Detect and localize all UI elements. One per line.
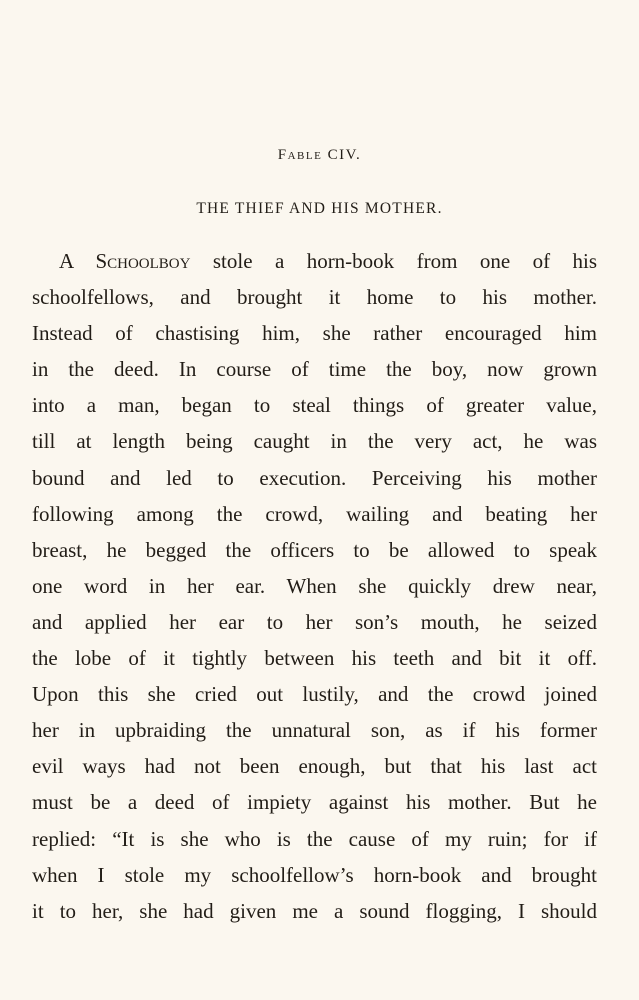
text-line: one word in her ear. When she quickly drew near,: [32, 573, 597, 598]
text-line: and applied her ear to her son’s mouth, he seized: [32, 609, 597, 634]
text-line: her in upbraiding the unnatural son, as if his former: [32, 718, 597, 743]
text-line: till at length being caught in the very act, he was: [32, 429, 597, 454]
first-word: A: [59, 249, 74, 273]
text-line: must be a deed of impiety against his mother. But he: [32, 790, 597, 815]
fable-number: Fable CIV.: [277, 147, 362, 163]
text-line: Instead of chastising him, she rather encouraged him: [32, 321, 597, 346]
text-line: [32, 243, 597, 279]
fable-title: THE THIEF AND HIS MOTHER.: [196, 200, 443, 217]
schoolboy-smallcaps: Schoolboy: [95, 249, 191, 273]
text-line: it to her, she had given me a sound flogging, I should: [32, 898, 597, 923]
text-line: into a man, began to steal things of greater value,: [32, 393, 597, 418]
text-line: the lobe of it tightly between his teeth and bit it off.: [32, 646, 597, 671]
text-line: in the deed. In course of time the boy, now grown: [32, 357, 597, 382]
text-line: schoolfellows, and brought it home to his mother.: [32, 285, 597, 310]
text-line: following among the crowd, wailing and beating her: [32, 501, 597, 526]
first-line-rest: stole a horn-book from one of his: [212, 249, 597, 273]
text-line: Upon this she cried out lustily, and the crowd joined: [32, 682, 597, 707]
text-line: replied: “It is she who is the cause of my ruin; for if: [32, 826, 597, 851]
text-line: evil ways had not been enough, but that his last act: [32, 754, 597, 779]
fable-body: [32, 243, 597, 929]
text-line: bound and led to execution. Perceiving his mother: [32, 465, 597, 490]
text-line: when I stole my schoolfellow’s horn-book and brought: [32, 862, 597, 887]
text-line: breast, he begged the officers to be allowed to speak: [32, 537, 597, 562]
